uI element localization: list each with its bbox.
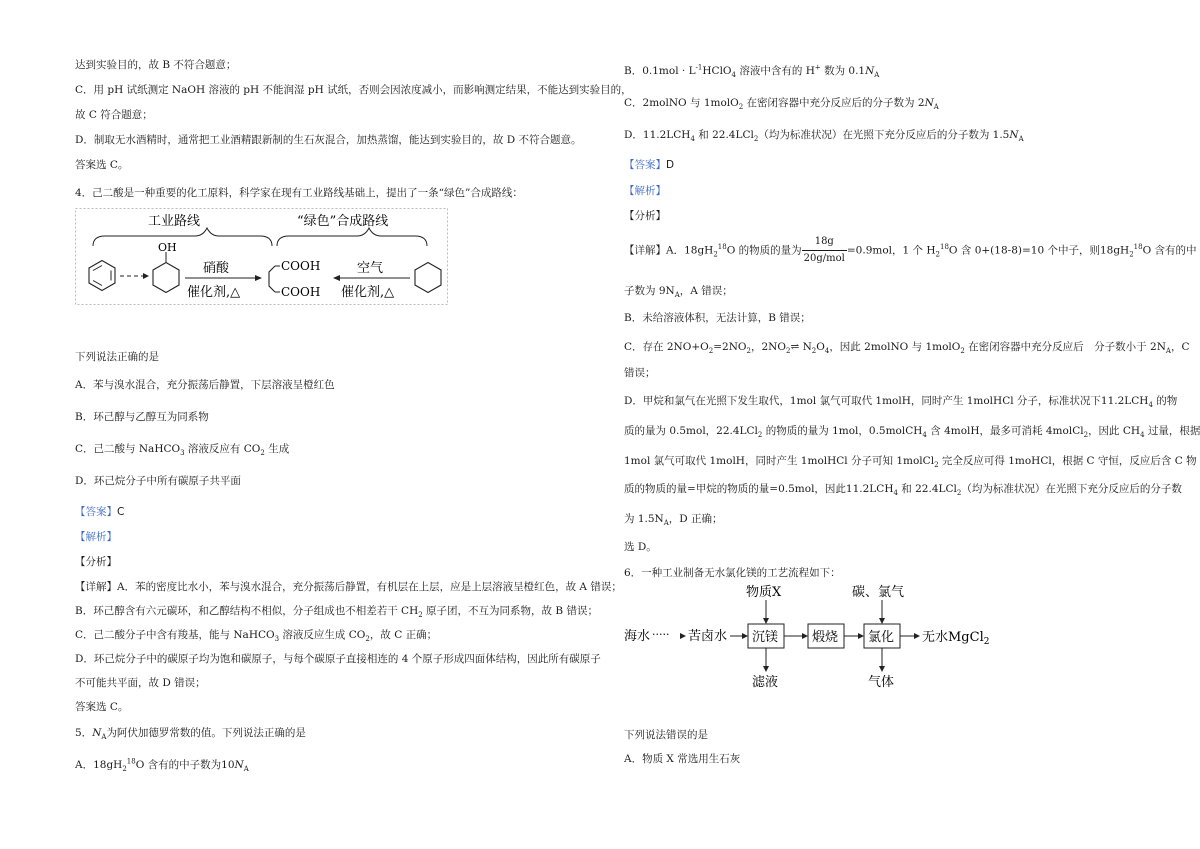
output-gas-label: 气体 — [868, 675, 895, 690]
option-a: A．苯与溴水混合，充分振荡后静置，下层溶液呈橙红色 — [75, 379, 335, 391]
adipic-acid-bracket — [269, 266, 275, 292]
brine-label: 苦卤水 — [688, 629, 728, 644]
box-precipitate-mg-label: 沉镁 — [752, 630, 779, 645]
detail-line: 质的量为 0.5mol，22.4LCl$_2$ 的物质的量为 1mol，0.5molCH$_4$ 含 4molH，最多可消耗 4molCl$_2$，因此 $CH_4$ 过量，根据 — [624, 425, 1200, 440]
detail-line: 1mol 氯气可取代 1molH，同时产生 1molHCl 分子可知 1molCl$_2$ 完全反应可得 1moHCl，根据 C 守恒，反应后含 C 物 — [624, 455, 1197, 470]
question-5: 5．$N_A$为阿伏加德罗常数的值。下列说法正确的是 — [75, 727, 306, 742]
text-line: C．用 pH 试纸测定 NaOH 溶液的 pH 不能润湿 pH 试纸，否则会因浓度减小，而影响测定结果，不能达到实验目的， — [75, 84, 632, 96]
explain-line: 不可能共平面，故 D 错误； — [75, 677, 206, 689]
explain-line: C．己二酸分子中含有羧基，能与 NaHCO$_3$ 溶液反应生成 $CO_2$，故 C 正确； — [75, 629, 438, 644]
text-line: 答案选 C。 — [75, 159, 129, 171]
fenxi-label: 【分析】 — [75, 556, 117, 568]
option-b: B．环己醇与乙醇互为同系物 — [75, 411, 209, 423]
explain-line: B．环己醇含有六元碳环，和乙醇结构不相似，分子组成也不相差若干 $CH_2$ 原子团，不互为同系物，故 B 错误； — [75, 605, 598, 620]
reagent-air: 空气 — [357, 261, 384, 276]
brace-industrial — [93, 228, 272, 246]
answer-line: 【答案】D — [624, 159, 675, 171]
option-d: D．环己烷分子中所有碳原子共平面 — [75, 475, 241, 487]
question-6: 6．一种工业制备无水氯化镁的工艺流程如下： — [624, 567, 841, 579]
detail-line: 选 D。 — [624, 541, 657, 553]
reagent-nitric-acid: 硝酸 — [203, 261, 230, 276]
analysis-label: 【解析】 — [75, 531, 117, 543]
dots-arrow: ····· — [652, 628, 670, 641]
q5-option-a: A．$18gH_2^{18}O$ 含有的中子数为$10N_A$ — [75, 757, 249, 774]
cooh-bottom: COOH — [281, 285, 321, 299]
box-chlorinate-label: 氯化 — [868, 630, 895, 645]
box-calcine-label: 煅烧 — [812, 630, 839, 645]
detail-line: B．未给溶液体积，无法计算，B 错误； — [624, 312, 811, 324]
oh-label: OH — [158, 241, 177, 254]
detail-line: C．存在 $2NO+O_2=2NO_2$，$2NO_2\rightleftharpoons$ $N_2O_4$，因此 2molNO 与 1molO$_2$ 在密闭容器中充分反应后 分子数小于 $2N_A$，C — [624, 341, 1190, 356]
cyclohexanol-ring — [153, 263, 179, 293]
question-4-stem: 下列说法正确的是 — [75, 351, 159, 363]
q5-option-d: D．$11.2LCH_4$ 和 22.4LCl$_2$（均为标准状况）在光照下充分反应后的分子数为 $1.5N_A$ — [624, 129, 1024, 144]
explain-line: 答案选 C。 — [75, 701, 129, 713]
q5-option-b: B．$0.1mol \cdot L^{-1}HClO_4$ 溶液中含有的 H+ 数为 $0.1N_A$ — [624, 63, 880, 80]
reagent-catalyst-2: 催化剂,△ — [341, 285, 395, 300]
q6-option-a: A．物质 X 常选用生石灰 — [624, 753, 741, 765]
green-route-label: “绿色”合成路线 — [297, 214, 389, 229]
detail-line: D．甲烷和氯气在光照下发生取代，1mol 氯气可取代 1molH，同时产生 1molHCl 分子，标准状况下$11.2LCH_4$ 的物 — [624, 395, 1178, 410]
input-x-label: 物质X — [746, 585, 782, 600]
synthesis-scheme — [75, 208, 455, 308]
explain-line: 【详解】A．苯的密度比水小，苯与溴水混合，充分振荡后静置，有机层在上层，应是上层溶液呈橙红色，故 A 错误； — [75, 581, 622, 593]
industrial-route-label: 工业路线 — [148, 214, 201, 229]
analysis-label: 【解析】 — [624, 185, 666, 197]
product-label: 无水MgCl$_2$ — [922, 630, 990, 647]
detail-line: 子数为 $9N_A$，A 错误； — [624, 285, 733, 300]
cooh-top: COOH — [281, 259, 321, 273]
option-c: C．己二酸与 NaHCO$_3$ 溶液反应有 $CO_2$ 生成 — [75, 443, 290, 458]
brace-green — [277, 228, 427, 246]
question-4: 4．己二酸是一种重要的化工原料，科学家在现有工业路线基础上，提出了一条“绿色”合成路线： — [75, 187, 523, 199]
detail-line: 为 $1.5N_A$，D 正确； — [624, 513, 723, 528]
explain-line: D．环己烷分子中的碳原子均为饱和碳原子，与每个碳原子直接相连的 4 个原子形成四面体结构，因此所有碳原子 — [75, 653, 601, 665]
input-carbon-chlorine-label: 碳、氯气 — [852, 585, 905, 600]
cyclohexane-ring — [415, 263, 441, 293]
detail-line: 【详解】A．$18gH_2^{18}O$ 的物质的量为 $\frac{18g}{\text{20g/mol}}$ =0.9mol，1 个 $H_2^{18}O$ 含 0+(18-8)=10 个中子，则$18gH_2^{18}O$ 含有的中 — [624, 234, 1197, 267]
reagent-catalyst-1: 催化剂,△ — [187, 285, 241, 300]
question-6-stem: 下列说法错误的是 — [624, 729, 708, 741]
output-filtrate-label: 滤液 — [752, 675, 779, 690]
seawater-label: 海水 — [624, 629, 651, 644]
q5-option-c: C．2molNO 与 1molO$_2$ 在密闭容器中充分反应后的分子数为 $2N_A$ — [624, 97, 939, 112]
detail-line: 质的物质的量=甲烷的物质的量=0.5mol，因此$11.2LCH_4$ 和 22.4LCl$_2$（均为标准状况）在光照下充分反应后的分子数 — [624, 483, 1182, 498]
text-line: D．制取无水酒精时，通常把工业酒精跟新制的生石灰混合，加热蒸馏，能达到实验目的，故 D 不符合题意。 — [75, 134, 582, 146]
text-line: 达到实验目的，故 B 不符合题意； — [75, 59, 237, 71]
answer-line: 【答案】C — [75, 506, 125, 518]
text-line: 故 C 符合题意； — [75, 109, 153, 121]
detail-line: 错误； — [624, 367, 656, 379]
fraction: $\frac{18g}{\text{20g/mol}}$ — [803, 236, 845, 264]
process-flowchart — [624, 578, 1024, 698]
fenxi-label: 【分析】 — [624, 210, 666, 222]
